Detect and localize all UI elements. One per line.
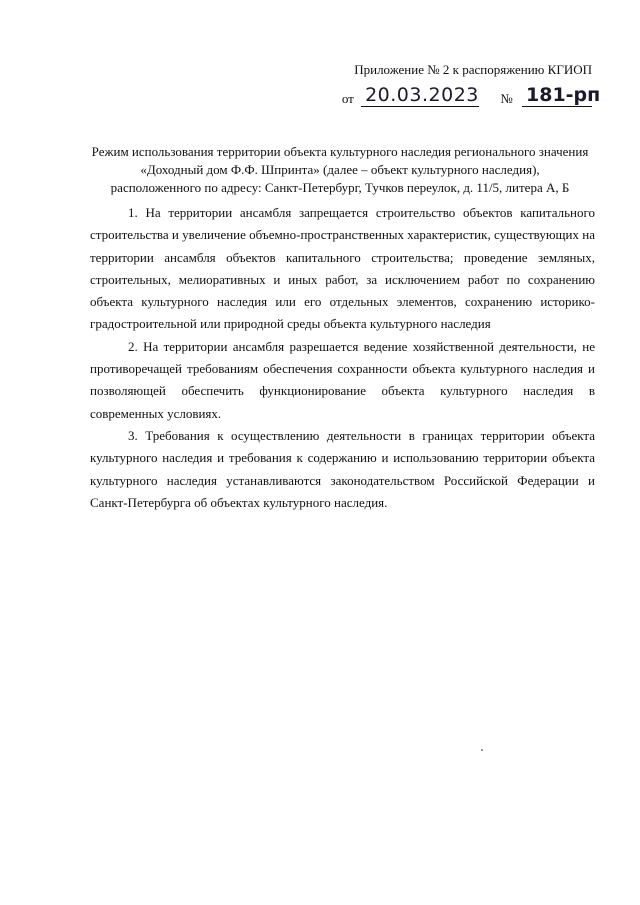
scan-speck bbox=[481, 749, 483, 751]
paragraph-2: 2. На территории ансамбля разрешается ведение хозяйственной деятельности, не противоречащей требованиям обеспечения сохранности объекта культурного наследия и позволяющей обеспечить функционирование объекта культурного наследия в современных условиях. bbox=[90, 338, 595, 421]
title-line-2: «Доходный дом Ф.Ф. Шпринта» (далее – объект культурного наследия), bbox=[140, 162, 540, 177]
paragraph-3: 3. Требования к осуществлению деятельности в границах территории объекта культурного наследия и требования к содержанию и использованию территории объекта культурного наследия устанавливаются законодательством Российской Федерации и Санкт-Петербурга об объектах культурного наследия. bbox=[90, 427, 595, 510]
number-sign: № bbox=[500, 91, 513, 106]
order-date-handwritten: 20.03.2023 bbox=[361, 84, 479, 107]
annex-header: Приложение № 2 к распоряжению КГИОП bbox=[354, 62, 592, 77]
order-reference bbox=[341, 84, 601, 110]
order-number-handwritten: 181-рп bbox=[522, 84, 592, 107]
document-body bbox=[90, 202, 595, 514]
paragraph-1: 1. На территории ансамбля запрещается строительство объектов капитального строительства и увеличение объемно-пространственных характеристик, существующих на территории ансамбля объектов капитального строительства; проведение земляных, строительных, мелиоративных и иных работ, за исключением работ по сохранению объекта культурного наследия или его отдельных элементов, сохранению историко-градостроительной или природной среды объекта культурного наследия bbox=[90, 205, 595, 332]
document-title bbox=[80, 143, 600, 197]
title-line-3: расположенного по адресу: Санкт-Петербург, Тучков переулок, д. 11/5, литера А, Б bbox=[110, 180, 570, 195]
title-line-1: Режим использования территории объекта культурного наследия регионального значения bbox=[91, 144, 589, 159]
order-date-prefix: от bbox=[341, 91, 354, 106]
